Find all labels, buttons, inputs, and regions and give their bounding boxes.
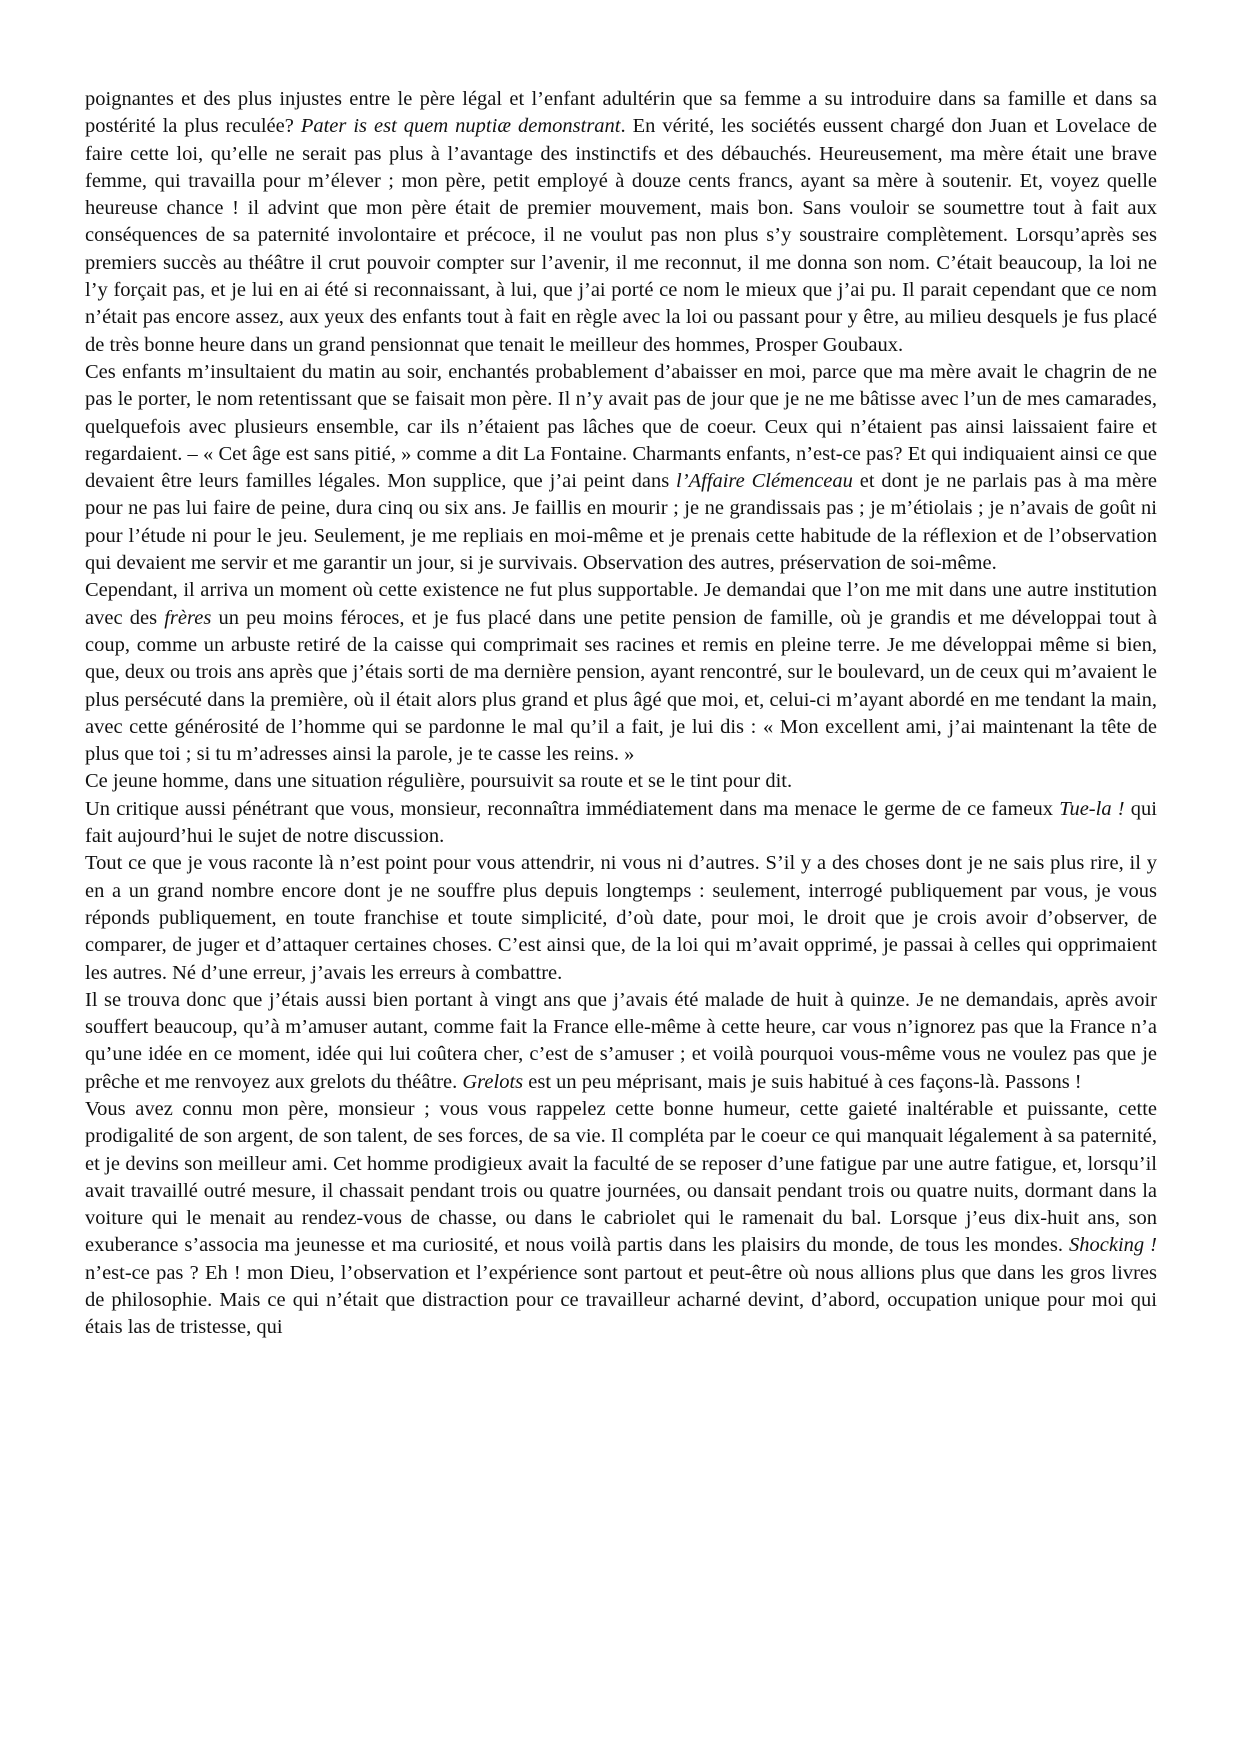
book-title: l’Affaire Clémenceau bbox=[676, 470, 853, 493]
text-run: . En vérité, les sociétés eussent chargé don Juan et Lovelace de faire cette loi, qu’elle ne serait pas plus à l’avantage des instinctifs et des débauchés. Heureusement, ma mère était une brave femme, qui travailla pour m’élever ; mon père, petit employé à douze cents francs, ayant sa mère à soutenir. Et, voyez quelle heureuse chance ! il advint que mon père était de premier mouvement, mais bon. Sans vouloir se soumettre tout à fait aux conséquences de sa paternité involontaire et précoce, il ne voulut pas non plus s’y soustraire complètement. Lorsqu’après ses premiers succès au théâtre il crut pouvoir compter sur l’avenir, il me reconnut, il me donna son nom. C’était beaucoup, la loi ne l’y forçait pas, et je lui en ai été si reconnaissant, à lui, que j’ai porté ce nom le mieux que j’ai pu. Il parait cependant que ce nom n’était pas encore assez, aux yeux des enfants tout à fait en règle avec la loi ou passant pour y être, au milieu desquels je fus placé de très bonne heure dans un grand pensionnat que tenait le meilleur des hommes, Prosper Goubaux. bbox=[85, 115, 1157, 356]
text-run: qui fait aujourd’hui le sujet de notre discussion. bbox=[85, 797, 1157, 848]
paragraph bbox=[85, 86, 1157, 359]
text-run: n’est-ce pas ? Eh ! mon Dieu, l’observation et l’expérience sont partout et peut-être où nous allions plus que dans les gros livres de philosophie. Mais ce qui n’était que distraction pour ce travailleur acharné devint, d’abord, occupation unique pour moi qui étais las de tristesse, qui bbox=[85, 1261, 1157, 1339]
italic-word: Grelots bbox=[462, 1070, 524, 1093]
text-run: Cependant, il arriva un moment où cette existence ne fut plus supportable. Je demandai que l’on me mit dans une autre institution avec des bbox=[85, 579, 1157, 629]
paragraph bbox=[85, 359, 1157, 577]
text-run: et dont je ne parlais pas à ma mère pour ne pas lui faire de peine, dura cinq ou six ans. Je faillis en mourir ; je ne grandissais pas ; je m’étiolais ; je n’avais de goût ni pour l’étude ni pour le jeu. Seulement, je me repliais en moi-même et je prenais cette habitude de la réflexion et de l’observation qui devaient me servir et me garantir un jour, si je survivais. Observation des autres, préservation de soi-même. bbox=[85, 470, 1158, 575]
text-run: Un critique aussi pénétrant que vous, monsieur, reconnaîtra immédiatement dans ma menace le germe de ce fameux bbox=[85, 797, 1060, 820]
text-run: un peu moins féroces, et je fus placé dans une petite pension de famille, où je grandis et me développai tout à coup, comme un arbuste retiré de la caisse qui comprimait ses racines et remis en pleine terre. Je me développai même si bien, que, deux ou trois ans après que j’étais sorti de ma dernière pension, ayant rencontré, sur le boulevard, un de ceux qui m’avaient le plus persécuté dans la première, où il était alors plus grand et plus âgé que moi, et, celui-ci m’ayant abordé en me tendant la main, avec cette générosité de l’homme qui se pardonne le mal qu’il a fait, je lui dis : « Mon excellent ami, j’ai maintenant la tête de plus que toi ; si tu m’adresses ainsi la parole, je te casse les reins. » bbox=[85, 606, 1157, 766]
document-page bbox=[85, 86, 1157, 1342]
italic-word: frères bbox=[164, 606, 212, 629]
latin-quote: Pater is est quem nuptiæ demonstrant bbox=[300, 115, 621, 138]
paragraph bbox=[85, 577, 1157, 768]
text-run: est un peu méprisant, mais je suis habitué à ces façons-là. Passons ! bbox=[523, 1070, 1082, 1093]
paragraph bbox=[85, 850, 1157, 986]
italic-word: Shocking ! bbox=[1069, 1234, 1157, 1257]
text-run: Il se trouva donc que j’étais aussi bien portant à vingt ans que j’avais été malade de huit à quinze. Je ne demandais, après avoir souffert beaucoup, qu’à m’amuser autant, comme fait la France elle-même à cette heure, car vous n’ignorez pas que la France n’a qu’une idée en ce moment, idée qui lui coûtera cher, c’est de s’amuser ; et voilà pourquoi vous-même vous ne voulez pas que je prêche et me renvoyez aux grelots du théâtre. bbox=[85, 988, 1157, 1093]
text-run: Vous avez connu mon père, monsieur ; vous vous rappelez cette bonne humeur, cette gaieté inaltérable et puissante, cette prodigalité de son argent, de son talent, de ses forces, de sa vie. Il compléta par le coeur ce qui manquait légalement à sa paternité, et je devins son meilleur ami. Cet homme prodigieux avait la faculté de se reposer d’une fatigue par une autre fatigue, et, lorsqu’il avait travaillé outré mesure, il chassait pendant trois ou quatre journées, ou dansait pendant trois ou quatre nuits, dormant dans la voiture qui le menait au rendez-vous de chasse, ou dans le cabriolet qui le ramenait du bal. Lorsque j’eus dix-huit ans, son exuberance s’associa ma jeunesse et ma curiosité, et nous voilà partis dans les plaisirs du monde, de tous les mondes. bbox=[85, 1097, 1157, 1257]
paragraph bbox=[85, 987, 1157, 1096]
paragraph bbox=[85, 796, 1157, 851]
text-run: Ces enfants m’insultaient du matin au soir, enchantés probablement d’abaisser en moi, parce que ma mère avait le chagrin de ne pas le porter, le nom retentissant que se faisait mon père. Il n’y avait pas de jour que je ne me bâtisse avec l’un de mes camarades, quelquefois avec plusieurs ensemble, car ils n’étaient pas lâches que de coeur. Ceux qui n’étaient pas ainsi laissaient faire et regardaient. – « Cet âge est sans pitié, » comme a dit La Fontaine. Charmants enfants, n’est-ce pas? Et qui indiquaient ainsi ce que devaient être leurs familles légales. Mon supplice, que j’ai peint dans bbox=[85, 360, 1157, 493]
paragraph bbox=[85, 768, 1157, 795]
text-run: poignantes et des plus injustes entre le père légal et l’enfant adultérin que sa femme a su introduire dans sa famille et dans sa postérité la plus reculée? bbox=[85, 88, 1157, 138]
paragraph bbox=[85, 1096, 1157, 1342]
text-run: Ce jeune homme, dans une situation régulière, poursuivit sa route et se le tint pour dit. bbox=[85, 770, 793, 793]
play-title: Tue-la ! bbox=[1059, 797, 1125, 820]
text-run: Tout ce que je vous raconte là n’est point pour vous attendrir, ni vous ni d’autres. S’il y a des choses dont je ne sais plus rire, il y en a un grand nombre encore dont je ne souffre plus depuis longtemps : seulement, interrogé publiquement par vous, je vous réponds publiquement, en toute franchise et toute simplicité, d’où date, pour moi, le droit que je crois avoir d’observer, de comparer, de juger et d’attaquer certaines choses. C’est ainsi que, de la loi qui m’avait opprimé, je passai à celles qui opprimaient les autres. Né d’une erreur, j’avais les erreurs à combattre. bbox=[85, 852, 1157, 984]
